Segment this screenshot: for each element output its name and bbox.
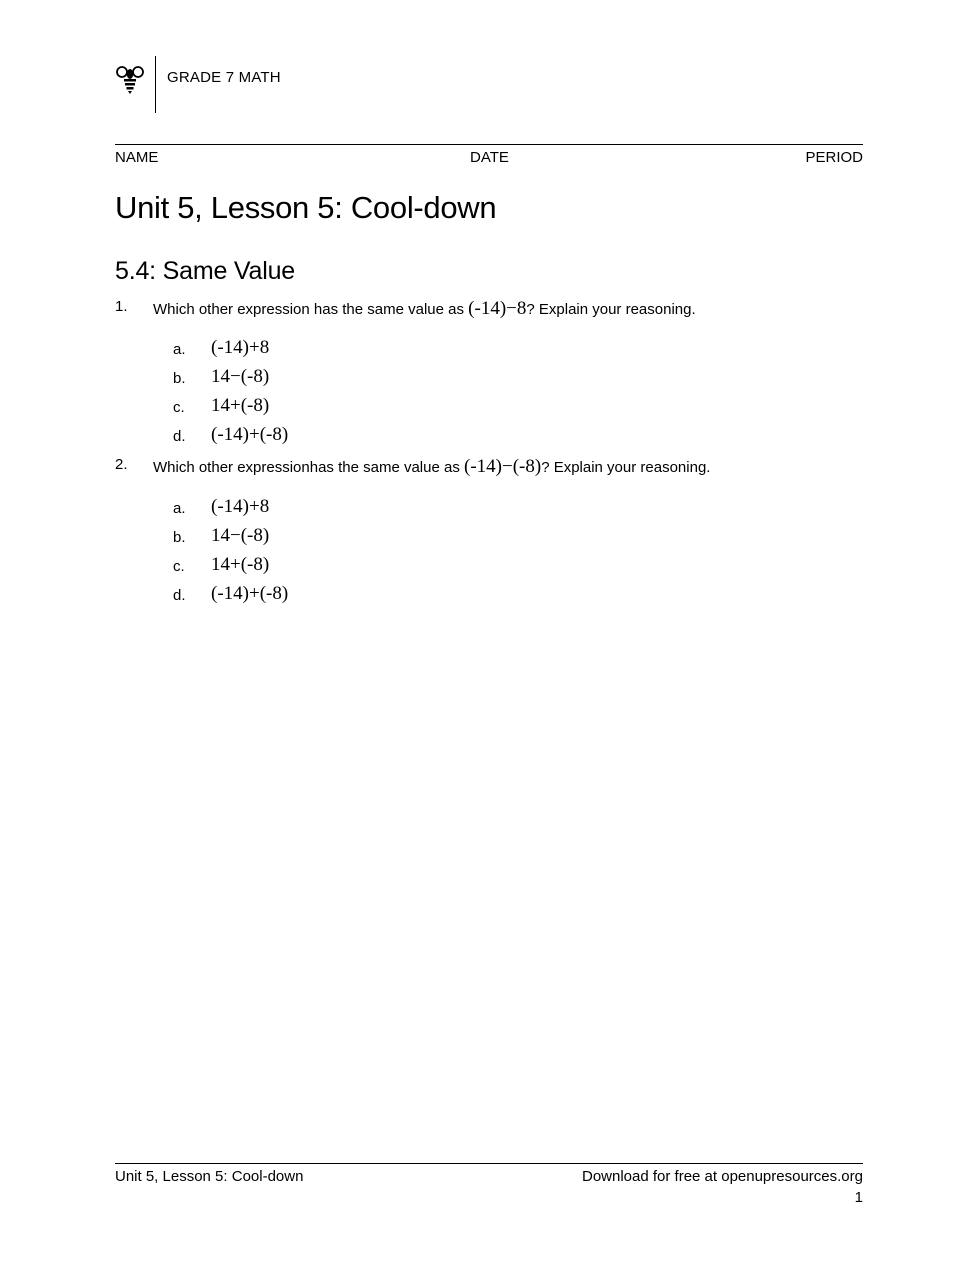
option-expression: (-14)+(-8) — [211, 583, 289, 604]
question-1-option-b — [173, 366, 573, 392]
option-expression: 14−(-8) — [211, 366, 270, 387]
question-1-option-a — [173, 337, 573, 363]
question-1-option-c — [173, 395, 573, 421]
question-text — [153, 456, 710, 478]
section-title: 5.4: Same Value — [115, 257, 295, 285]
option-letter: b. — [173, 529, 186, 546]
footer-rule — [115, 1163, 863, 1164]
option-letter: b. — [173, 370, 186, 387]
footer-lesson-title: Unit 5, Lesson 5: Cool-down — [115, 1168, 304, 1185]
question-text-before: Which other expression has the same value as — [153, 301, 469, 318]
question-2-option-a — [173, 496, 573, 522]
option-letter: d. — [173, 428, 186, 445]
option-expression: 14+(-8) — [211, 395, 270, 416]
option-letter: a. — [173, 341, 186, 358]
question-1 — [115, 296, 863, 320]
name-field-label: NAME — [115, 149, 159, 166]
question-text-before: Which other expressionhas the same value as — [153, 459, 464, 476]
option-expression: (-14)+8 — [211, 496, 270, 517]
question-text-after: ? Explain your reasoning. — [541, 459, 711, 476]
question-math: (-14)−8 — [468, 298, 527, 319]
option-expression: (-14)+8 — [211, 337, 270, 358]
question-2 — [115, 454, 863, 478]
question-2-option-c — [173, 554, 573, 580]
question-1-option-d — [173, 424, 573, 450]
student-info-row — [115, 149, 863, 169]
question-math: (-14)−(-8) — [464, 456, 542, 477]
grade-label: GRADE 7 MATH — [167, 69, 281, 86]
page-number: 1 — [854, 1189, 863, 1206]
question-2-option-b — [173, 525, 573, 551]
question-number: 1. — [115, 298, 128, 315]
question-number: 2. — [115, 456, 128, 473]
question-text — [153, 298, 696, 320]
option-expression: 14+(-8) — [211, 554, 270, 575]
option-letter: a. — [173, 500, 186, 517]
option-expression: 14−(-8) — [211, 525, 270, 546]
option-letter: d. — [173, 587, 186, 604]
top-rule — [115, 144, 863, 145]
option-letter: c. — [173, 558, 185, 575]
header-divider — [155, 56, 156, 113]
option-expression: (-14)+(-8) — [211, 424, 289, 445]
lesson-title: Unit 5, Lesson 5: Cool-down — [115, 190, 497, 225]
bee-logo-icon — [113, 62, 147, 96]
option-letter: c. — [173, 399, 185, 416]
question-text-after: ? Explain your reasoning. — [526, 301, 696, 318]
footer-download-link[interactable]: Download for free at openupresources.org — [581, 1168, 863, 1185]
period-field-label: PERIOD — [805, 149, 863, 166]
question-2-option-d — [173, 583, 573, 609]
date-field-label: DATE — [470, 149, 509, 166]
